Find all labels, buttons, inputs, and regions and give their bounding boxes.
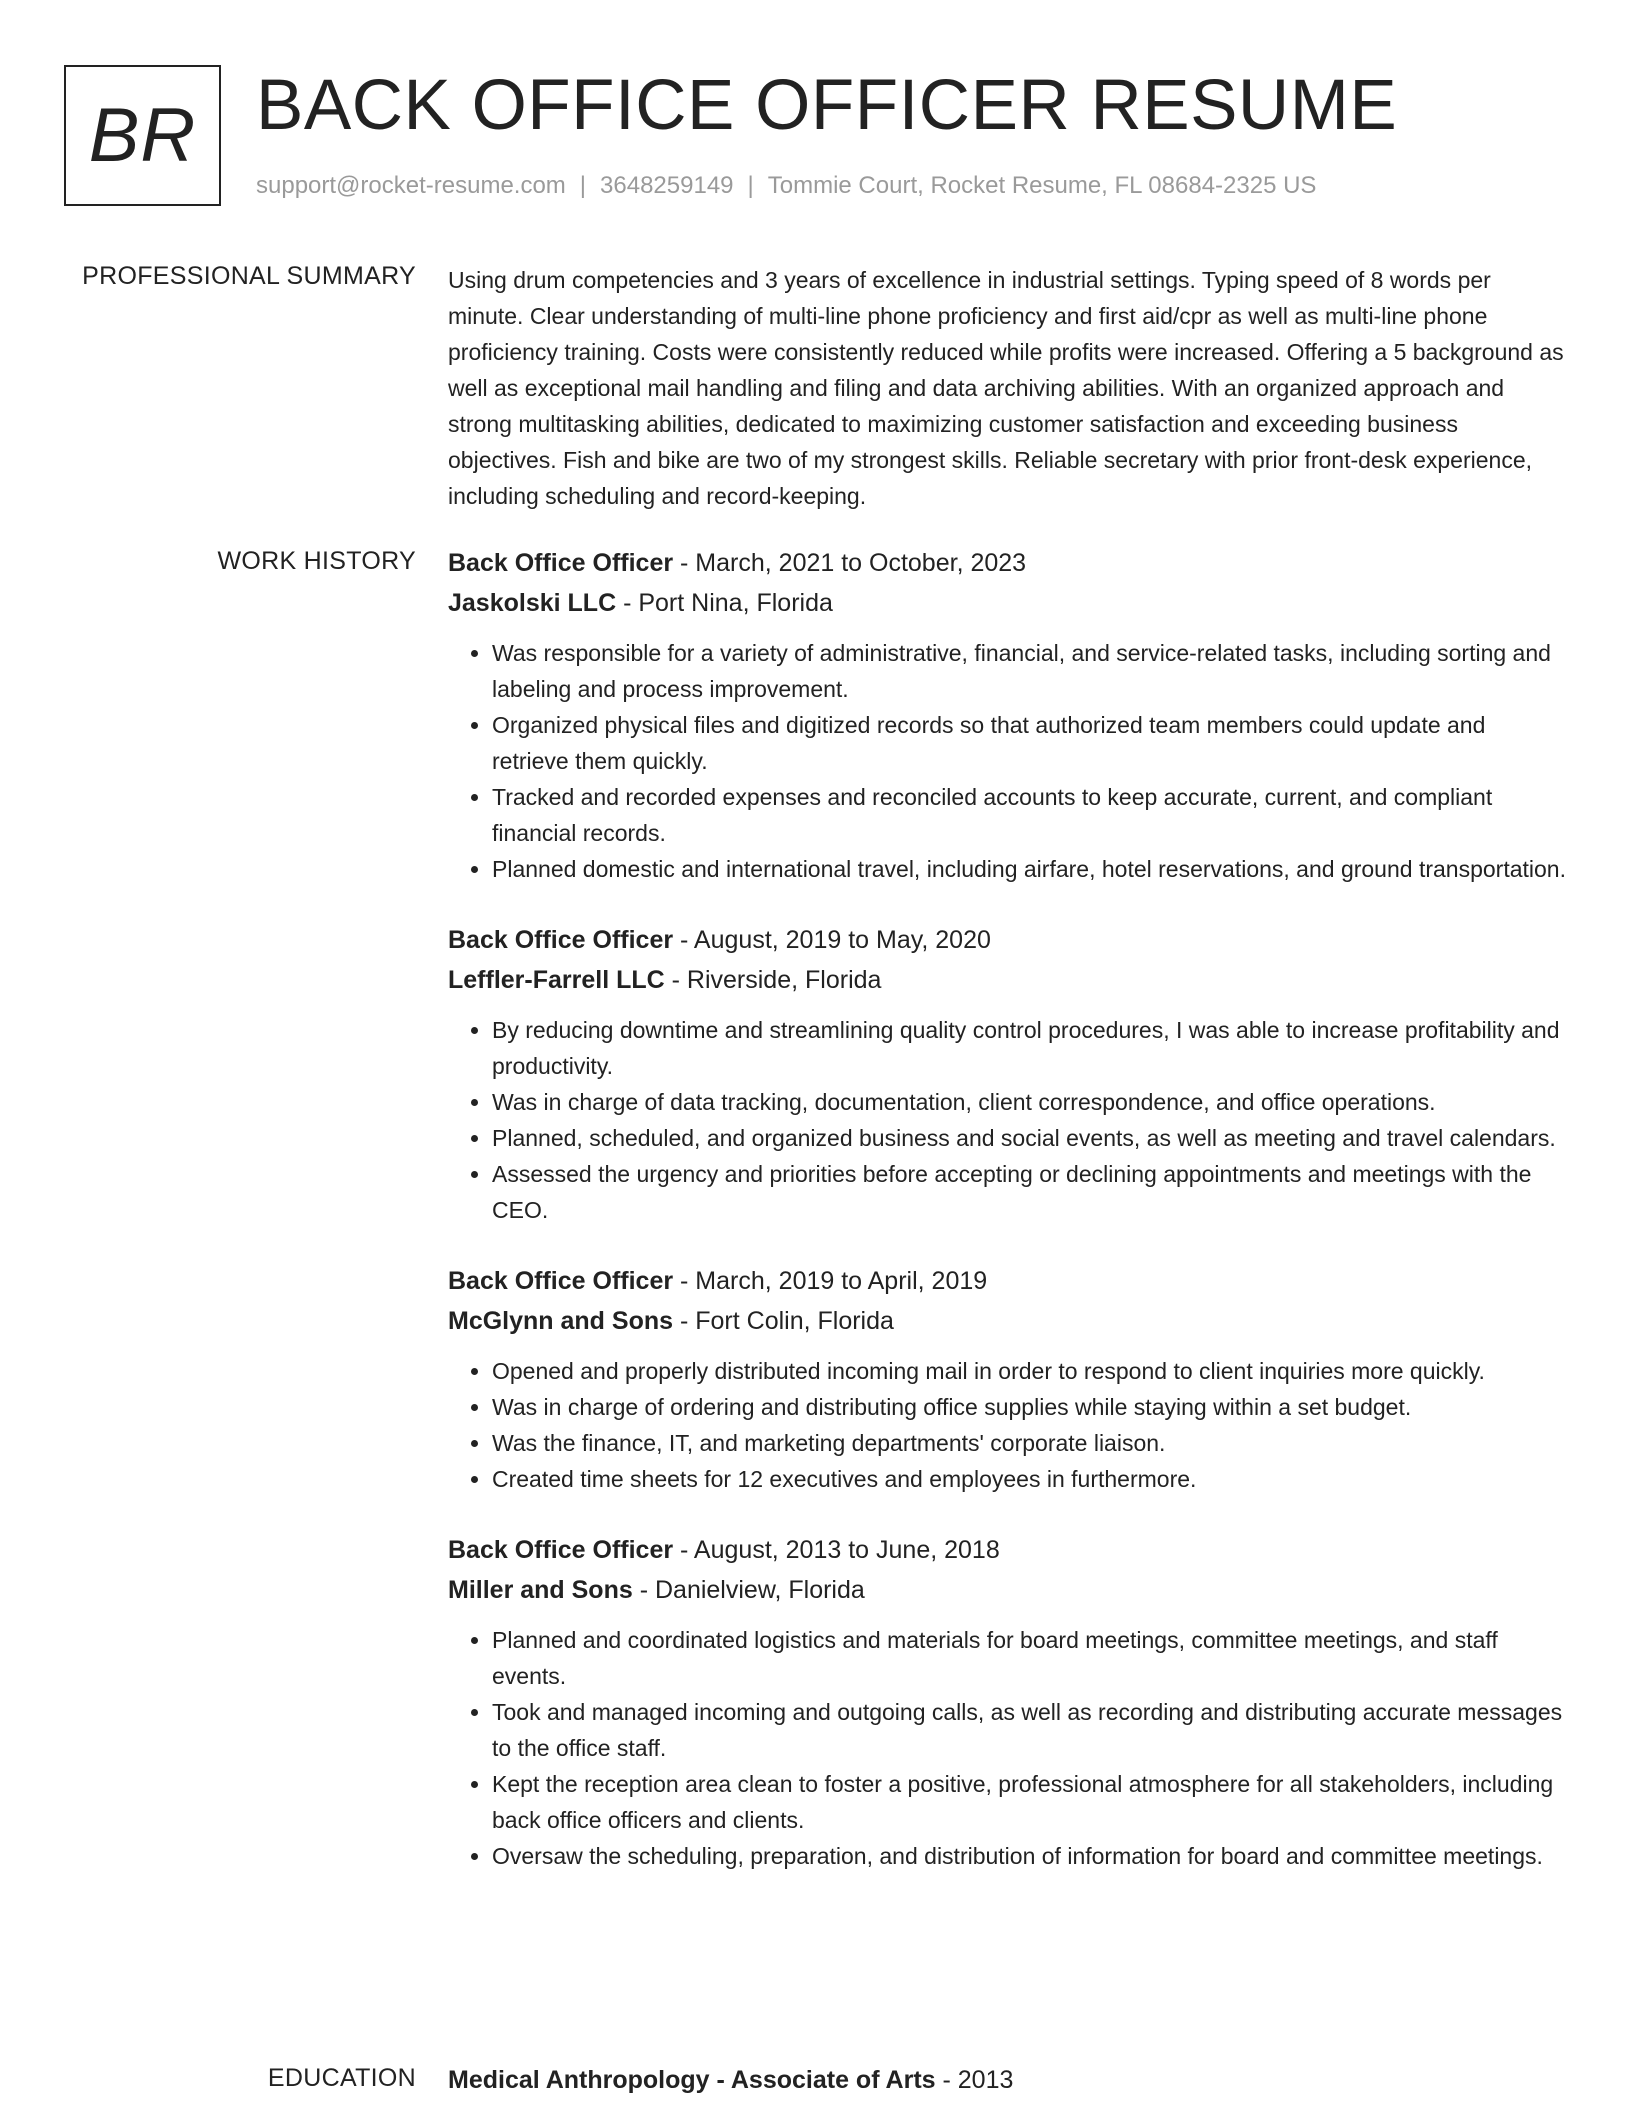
contact-separator: | bbox=[747, 172, 754, 199]
job-title: Back Office Officer bbox=[448, 926, 674, 954]
job-entry bbox=[448, 920, 1568, 1228]
job-entry bbox=[448, 1530, 1568, 1874]
summary-heading: PROFESSIONAL SUMMARY bbox=[82, 262, 416, 290]
job-duties-list bbox=[448, 1622, 1568, 1874]
job-location: - Riverside, Florida bbox=[664, 966, 882, 994]
contact-phone: 3648259149 bbox=[600, 172, 734, 199]
job-duties-list bbox=[448, 635, 1568, 887]
education-year: - 2013 bbox=[935, 2066, 1014, 2094]
job-duty: • Planned and coordinated logistics and materials for board meetings, committee meetings, and staff events. bbox=[492, 1622, 1568, 1694]
contact-address: Tommie Court, Rocket Resume, FL 08684-2325 US bbox=[767, 172, 1317, 199]
job-duty: • Was responsible for a variety of administrative, financial, and service-related tasks, including sorting and labeling and process improvement. bbox=[492, 635, 1568, 707]
job-company-line bbox=[448, 583, 1568, 623]
page-title: BACK OFFICE OFFICER RESUME bbox=[256, 66, 1398, 145]
education-body bbox=[448, 2060, 1568, 2100]
job-duty: • Organized physical files and digitized records so that authorized team members could update and retrieve them quickly. bbox=[492, 707, 1568, 779]
summary-body bbox=[448, 262, 1568, 514]
job-dates: - August, 2013 to June, 2018 bbox=[673, 1536, 1000, 1564]
contact-email: support@rocket-resume.com bbox=[256, 172, 566, 199]
job-duty: • Assessed the urgency and priorities before accepting or declining appointments and meetings with the CEO. bbox=[492, 1156, 1568, 1228]
job-title: Back Office Officer bbox=[448, 1267, 674, 1295]
job-dates: - March, 2019 to April, 2019 bbox=[673, 1267, 988, 1295]
job-entry bbox=[448, 543, 1568, 887]
education-degree: Medical Anthropology - Associate of Arts bbox=[448, 2066, 936, 2094]
job-duty: • Oversaw the scheduling, preparation, and distribution of information for board and committee meetings. bbox=[492, 1838, 1568, 1874]
job-dates: - March, 2021 to October, 2023 bbox=[673, 549, 1027, 577]
work-history-heading: WORK HISTORY bbox=[217, 547, 416, 575]
job-company-line bbox=[448, 1570, 1568, 1610]
job-duty: • Was the finance, IT, and marketing departments' corporate liaison. bbox=[492, 1425, 1568, 1461]
job-duty: • Tracked and recorded expenses and reconciled accounts to keep accurate, current, and compliant financial records. bbox=[492, 779, 1568, 851]
job-duty: • By reducing downtime and streamlining quality control procedures, I was able to increase profitability and productivity. bbox=[492, 1012, 1568, 1084]
job-duty: • Planned domestic and international travel, including airfare, hotel reservations, and ground transportation. bbox=[492, 851, 1568, 887]
job-duty: • Opened and properly distributed incoming mail in order to respond to client inquiries more quickly. bbox=[492, 1353, 1568, 1389]
job-duty: • Planned, scheduled, and organized business and social events, as well as meeting and travel calendars. bbox=[492, 1120, 1568, 1156]
summary-text: Using drum competencies and 3 years of excellence in industrial settings. Typing speed of 8 words per minute. Clear understanding of multi-line phone proficiency and first aid/cpr as well as multi-line phone proficiency training. Costs were consistently reduced while profits were increased. Offering a 5 background as well as exceptional mail handling and filing and data archiving abilities. With an organized approach and strong multitasking abilities, dedicated to maximizing customer satisfaction and exceeding business objectives. Fish and bike are two of my strongest skills. Reliable secretary with prior front-desk experience, including scheduling and record-keeping. bbox=[448, 267, 1564, 509]
job-duty: • Took and managed incoming and outgoing calls, as well as recording and distributing accurate messages to the office staff. bbox=[492, 1694, 1568, 1766]
monogram-badge: BR bbox=[64, 65, 221, 206]
job-dates: - August, 2019 to May, 2020 bbox=[673, 926, 991, 954]
contact-separator: | bbox=[579, 172, 587, 199]
job-duty: • Was in charge of data tracking, documentation, client correspondence, and office operations. bbox=[492, 1084, 1568, 1120]
education-degree-line bbox=[448, 2060, 1568, 2100]
job-duty: • Was in charge of ordering and distributing office supplies while staying within a set budget. bbox=[492, 1389, 1568, 1425]
job-location: - Port Nina, Florida bbox=[616, 589, 833, 617]
job-company: Leffler-Farrell LLC bbox=[448, 966, 665, 994]
job-company: McGlynn and Sons bbox=[448, 1307, 674, 1335]
job-company-line bbox=[448, 960, 1568, 1000]
job-title: Back Office Officer bbox=[448, 549, 674, 577]
job-location: - Danielview, Florida bbox=[632, 1576, 865, 1604]
job-company-line bbox=[448, 1301, 1568, 1341]
job-location: - Fort Colin, Florida bbox=[673, 1307, 894, 1335]
job-duties-list bbox=[448, 1012, 1568, 1228]
job-title-line bbox=[448, 543, 1568, 583]
education-heading: EDUCATION bbox=[267, 2064, 416, 2092]
contact-line bbox=[256, 172, 1316, 200]
job-title-line bbox=[448, 920, 1568, 960]
work-history-body bbox=[448, 543, 1568, 1907]
job-company: Miller and Sons bbox=[448, 1576, 633, 1604]
job-title-line bbox=[448, 1261, 1568, 1301]
job-title-line bbox=[448, 1530, 1568, 1570]
job-duty: • Kept the reception area clean to foster a positive, professional atmosphere for all stakeholders, including back office officers and clients. bbox=[492, 1766, 1568, 1838]
job-entry bbox=[448, 1261, 1568, 1497]
job-title: Back Office Officer bbox=[448, 1536, 674, 1564]
job-duty: • Created time sheets for 12 executives and employees in furthermore. bbox=[492, 1461, 1568, 1497]
job-duties-list bbox=[448, 1353, 1568, 1497]
job-company: Jaskolski LLC bbox=[448, 589, 617, 617]
